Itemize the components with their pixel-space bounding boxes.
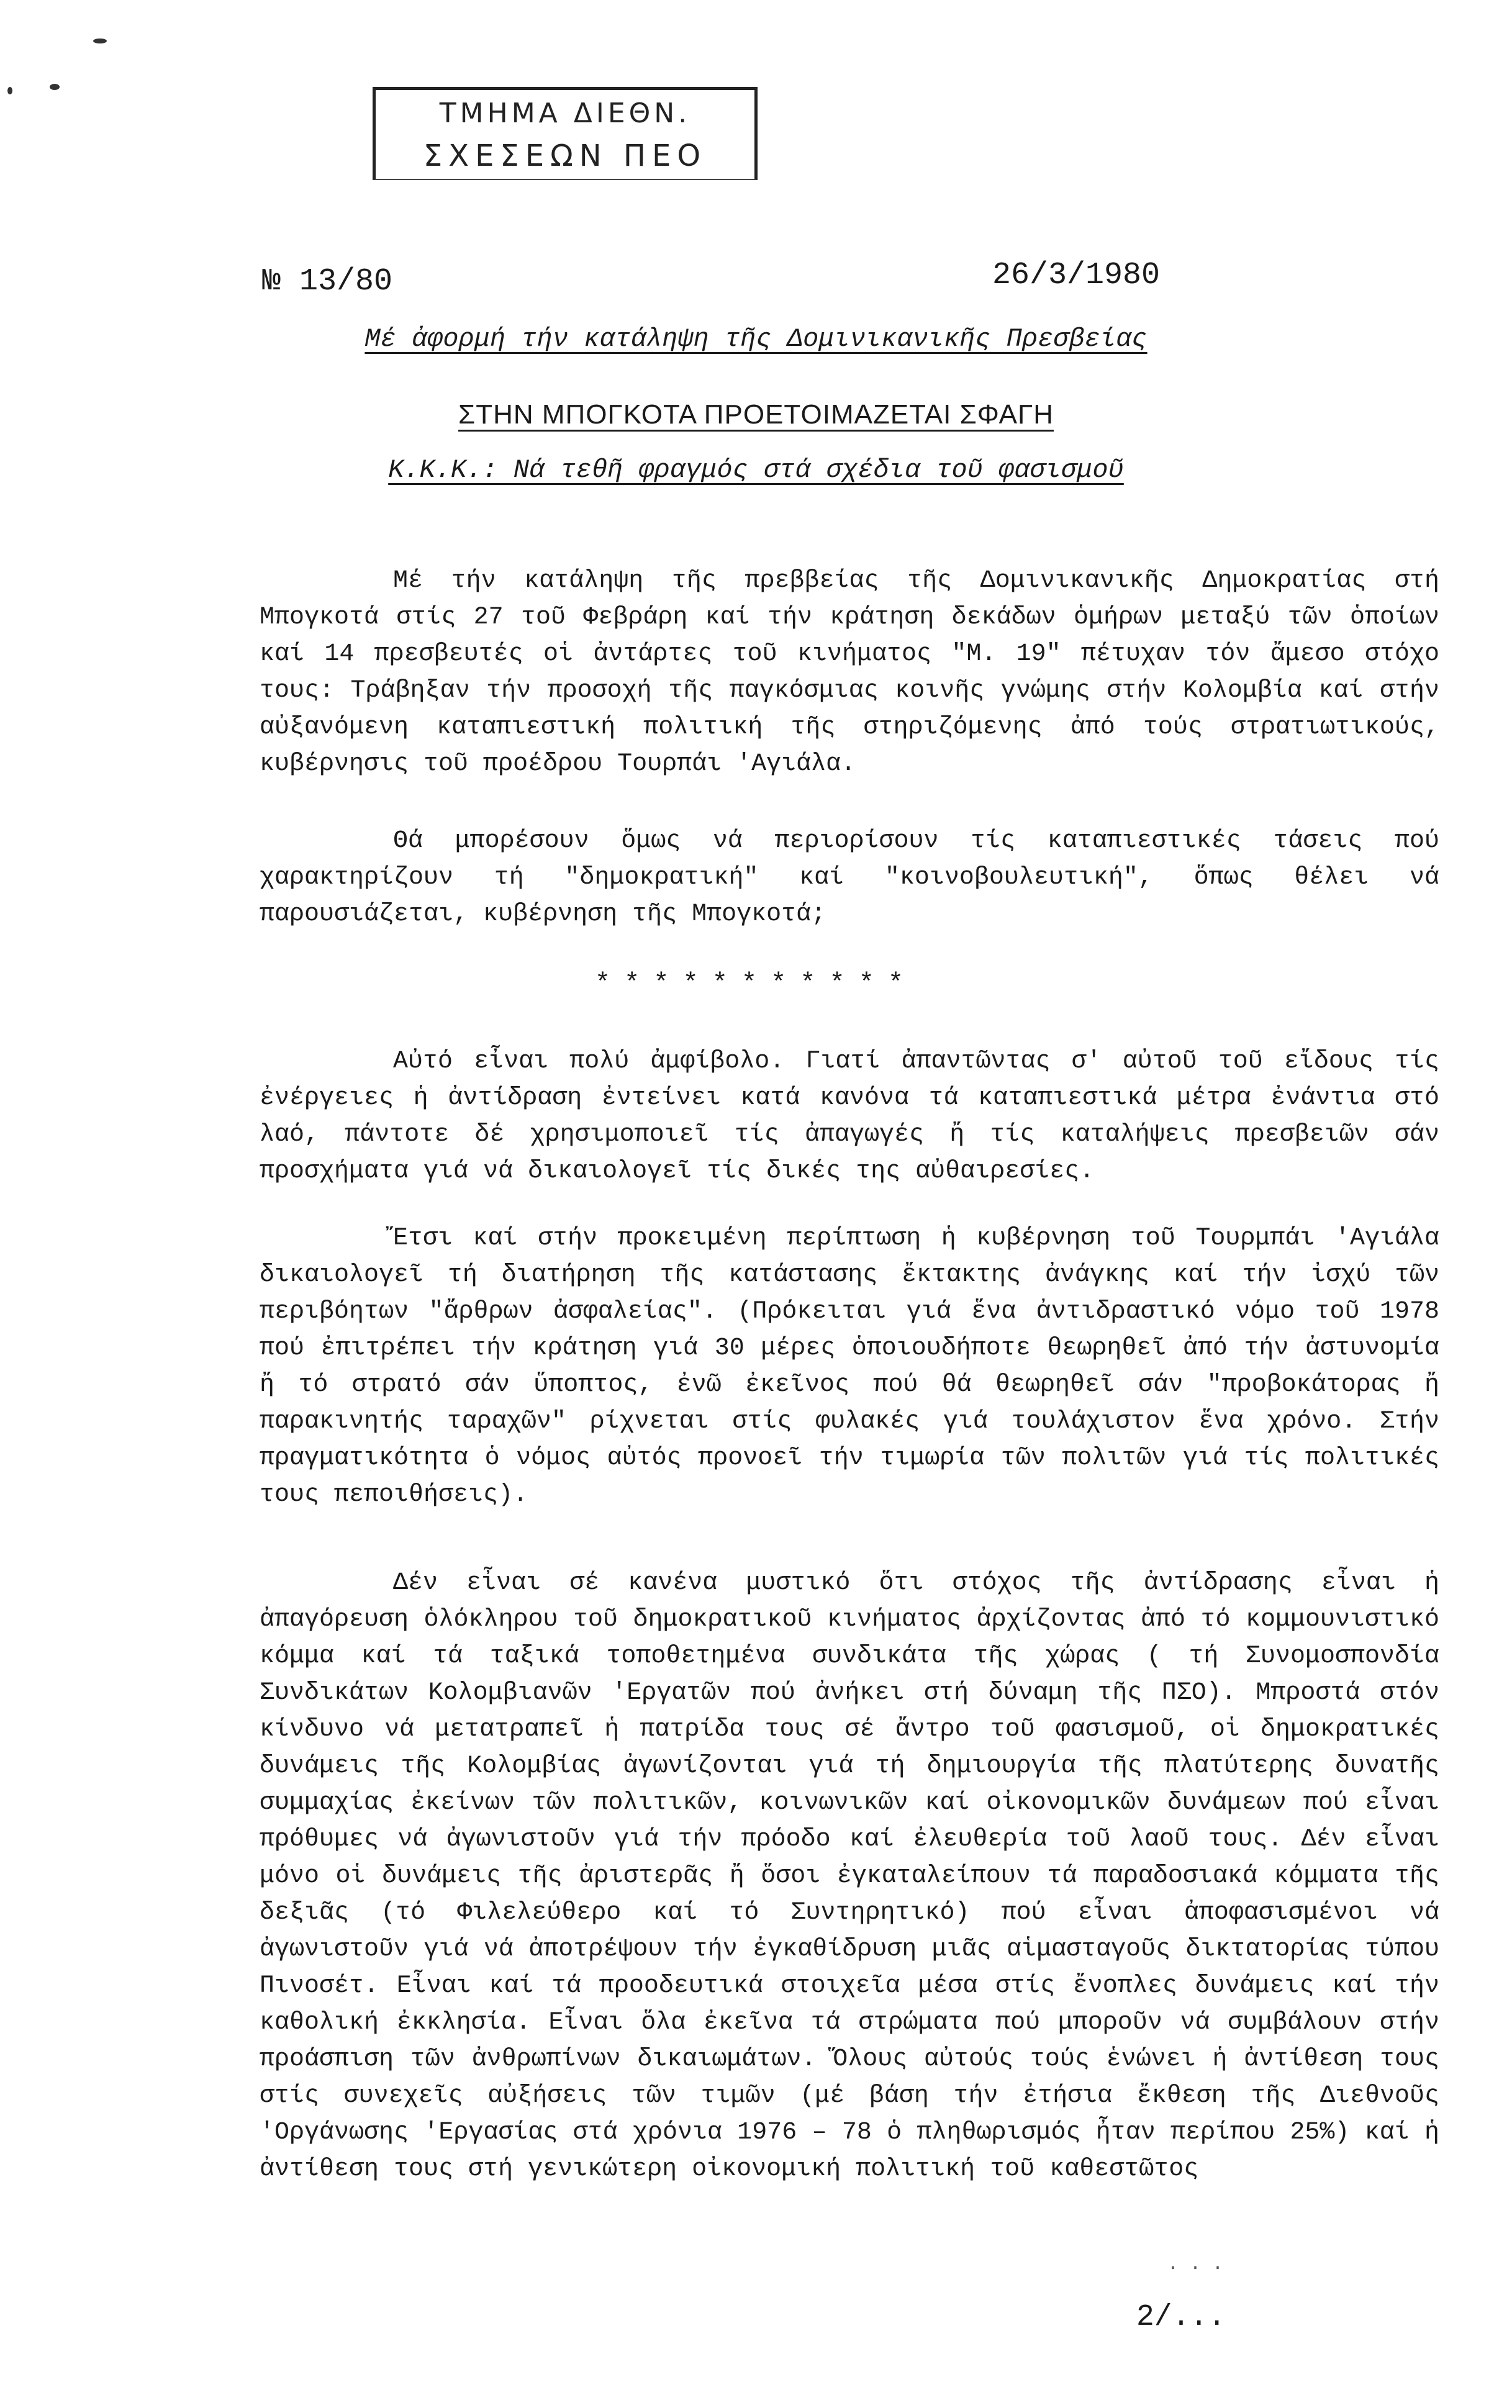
subtitle: Μέ ἀφορμή τήν κατάληψη τῆς Δομινικανικῆς Πρεσβείας [364,324,1148,354]
document-number: № 13/80 [262,264,393,299]
paragraph-text: Ἔτσι καί στήν προκειμένη περίπτωση ἡ κυβέρνηση τοῦ Τουρμπάι 'Αγιάλα δικαιολογεῖ τή διατήρηση τῆς κατάστασης ἔκτακτης ἀνάγκης καί τήν ἰσχύ τῶν περιβόητων "ἄρθρων ἀσφαλείας". (Πρόκειται γιά ἕνα ἀντιδραστικό νόμο τοῦ 1978 πού ἐπιτρέπει τήν κράτηση γιά 30 μέρες ὁποιουδήποτε θεωρηθεῖ ἀπό τήν ἀστυνομία ἤ τό στρατό σάν ὕποπτος, ἐνῶ ἐκεῖνος πού θά θεωρηθεῖ σάν "προβοκάτορας ἤ παρακινητής ταραχῶν" ρίχνεται στίς φυλακές γιά τουλάχιστον ἕνα χρόνο. Στήν πραγματικότητα ὁ νόμος αὐτός προνοεῖ τήν τιμωρία τῶν πολιτῶν γιά τίς πολιτικές τους πεποιθήσεις). [260,1224,1439,1509]
paragraph-2 [260,823,1439,933]
paragraph-text: Θά μπορέσουν ὅμως νά περιορίσουν τίς καταπιεστικές τάσεις πού χαρακτηρίζουν τή "δημοκρατική" καί "κοινοβουλευτική", ὅπως θέλει νά παρουσιάζεται, κυβέρνηση τῆς Μπογκοτά; [260,827,1439,928]
ink-mark [93,38,107,43]
stamp-line-2: ΣΧΕΣΕΩΝ ΠΕΟ [423,138,707,173]
paragraph-4 [260,1220,1439,1513]
paragraph-3 [260,1043,1439,1190]
paragraph-text: Αὐτό εἶναι πολύ ἀμφίβολο. Γιατί ἀπαντῶντας σ' αὐτοῦ τοῦ εἴδους τίς ἐνέργειες ἡ ἀντίδραση ἐντείνει κατά κανόνα τά καταπιεστικά μέτρα ἐνάντια στό λαό, πάντοτε δέ χρησιμοποιεῖ τίς ἀπαγωγές ἤ τίς καταλήψεις πρεσβειῶν σάν προσχήματα γιά νά δικαιολογεῖ τίς δικές της αὐθαιρεσίες. [260,1048,1439,1185]
ink-dots: . . . [1167,2254,1224,2275]
ink-mark [7,87,12,94]
kicker: Κ.Κ.Κ.: Νά τεθῆ φραγμός στά σχέδια τοῦ φασισμοῦ [388,455,1124,485]
document-date: 26/3/1980 [992,258,1161,293]
paragraph-5 [260,1565,1439,2188]
stamp-line-1: ΤΜΗΜΑ ΔΙΕΘΝ. [439,97,691,129]
paragraph-text: Μέ τήν κατάληψη τῆς πρεββείας τῆς Δομινικανικῆς Δημοκρατίας στή Μπογκοτά στίς 27 τοῦ Φεβράρη καί τήν κράτηση δεκάδων ὁμήρων μεταξύ τῶν ὁποίων καί 14 πρεσβευτές οἱ ἀντάρτες τοῦ κινήματος "Μ. 19" πέτυχαν τόν ἄμεσο στόχο τους: Τράβηξαν τήν προσοχή τῆς παγκόσμιας κοινῆς γνώμης στήν Κολομβία καί στήν αὐξανόμενη καταπιεστική πολιτική τῆς στηριζόμενης ἀπό τούς στρατιωτικούς, κυβέρνησις τοῦ προέδρου Τουρπάι 'Αγιάλα. [260,567,1439,778]
ink-mark [50,84,60,90]
paragraph-1 [260,563,1439,782]
section-separator: *********** [594,969,918,998]
page-title: ΣΤΗΝ ΜΠΟΓΚΟΤΑ ΠΡΟΕΤΟΙΜΑΖΕΤΑΙ ΣΦΑΓΗ [458,399,1054,430]
department-stamp [373,87,758,180]
paragraph-text: Δέν εἶναι σέ κανένα μυστικό ὅτι στόχος τῆς ἀντίδρασης εἶναι ἡ ἀπαγόρευση ὁλόκληρου τοῦ δημοκρατικοῦ κινήματος ἀρχίζοντας ἀπό τό κομμουνιστικό κόμμα καί τά ταξικά τοποθετημένα συνδικάτα τῆς χώρας ( τή Συνομοσπονδία Συνδικάτων Κολομβιανῶν 'Εργατῶν πού ἀνήκει στή δύναμη τῆς ΠΣΟ). Μπροστά στόν κίνδυνο νά μετατραπεῖ ἡ πατρίδα τους σέ ἄντρο τοῦ φασισμοῦ, οἱ δημοκρατικές δυνάμεις τῆς Κολομβίας ἀγωνίζονται γιά τή δημιουργία τῆς πλατύτερης δυνατῆς συμμαχίας ἐκείνων τῶν πολιτικῶν, κοινωνικῶν καί οἰκονομικῶν δυνάμεων πού εἶναι πρόθυμες νά ἀγωνιστοῦν γιά τήν πρόοδο καί ἐλευθερία τοῦ λαοῦ τους. Δέν εἶναι μόνο οἱ δυνάμεις τῆς ἀριστερᾶς ἤ ὅσοι ἐγκαταλείπουν τά παραδοσιακά κόμματα τῆς δεξιᾶς (τό Φιλελεύθερο καί τό Συντηρητικό) πού εἶναι ἀποφασισμένοι νά ἀγωνιστοῦν γιά νά ἀποτρέψουν τήν ἐγκαθίδρυση μιᾶς αἱμασταγοῦς δικτατορίας τύπου Πινοσέτ. Εἶναι καί τά προοδευτικά στοιχεῖα μέσα στίς ἔνοπλες δυνάμεις καί τήν καθολική ἐκκλησία. Εἶναι ὅλα ἐκεῖνα τά στρώματα πού μποροῦν νά συμβάλουν στήν προάσπιση τῶν ἀνθρωπίνων δικαιωμάτων. Ὅλους αὐτούς τούς ἑνώνει ἡ ἀντίθεση τους στίς συνεχεῖς αὐξήσεις τῶν τιμῶν (μέ βάση τήν ἐτήσια ἔκθεση τῆς Διεθνοῦς 'Οργάνωσης 'Εργασίας στά χρόνια 1976 – 78 ὁ πληθωρισμός ἦταν περίπου 25%) καί ἡ ἀντίθεση τους στή γενικώτερη οἰκονομική πολιτική τοῦ καθεστῶτος [260,1569,1439,2183]
continuation-marker: 2/... [1136,2301,1226,2334]
